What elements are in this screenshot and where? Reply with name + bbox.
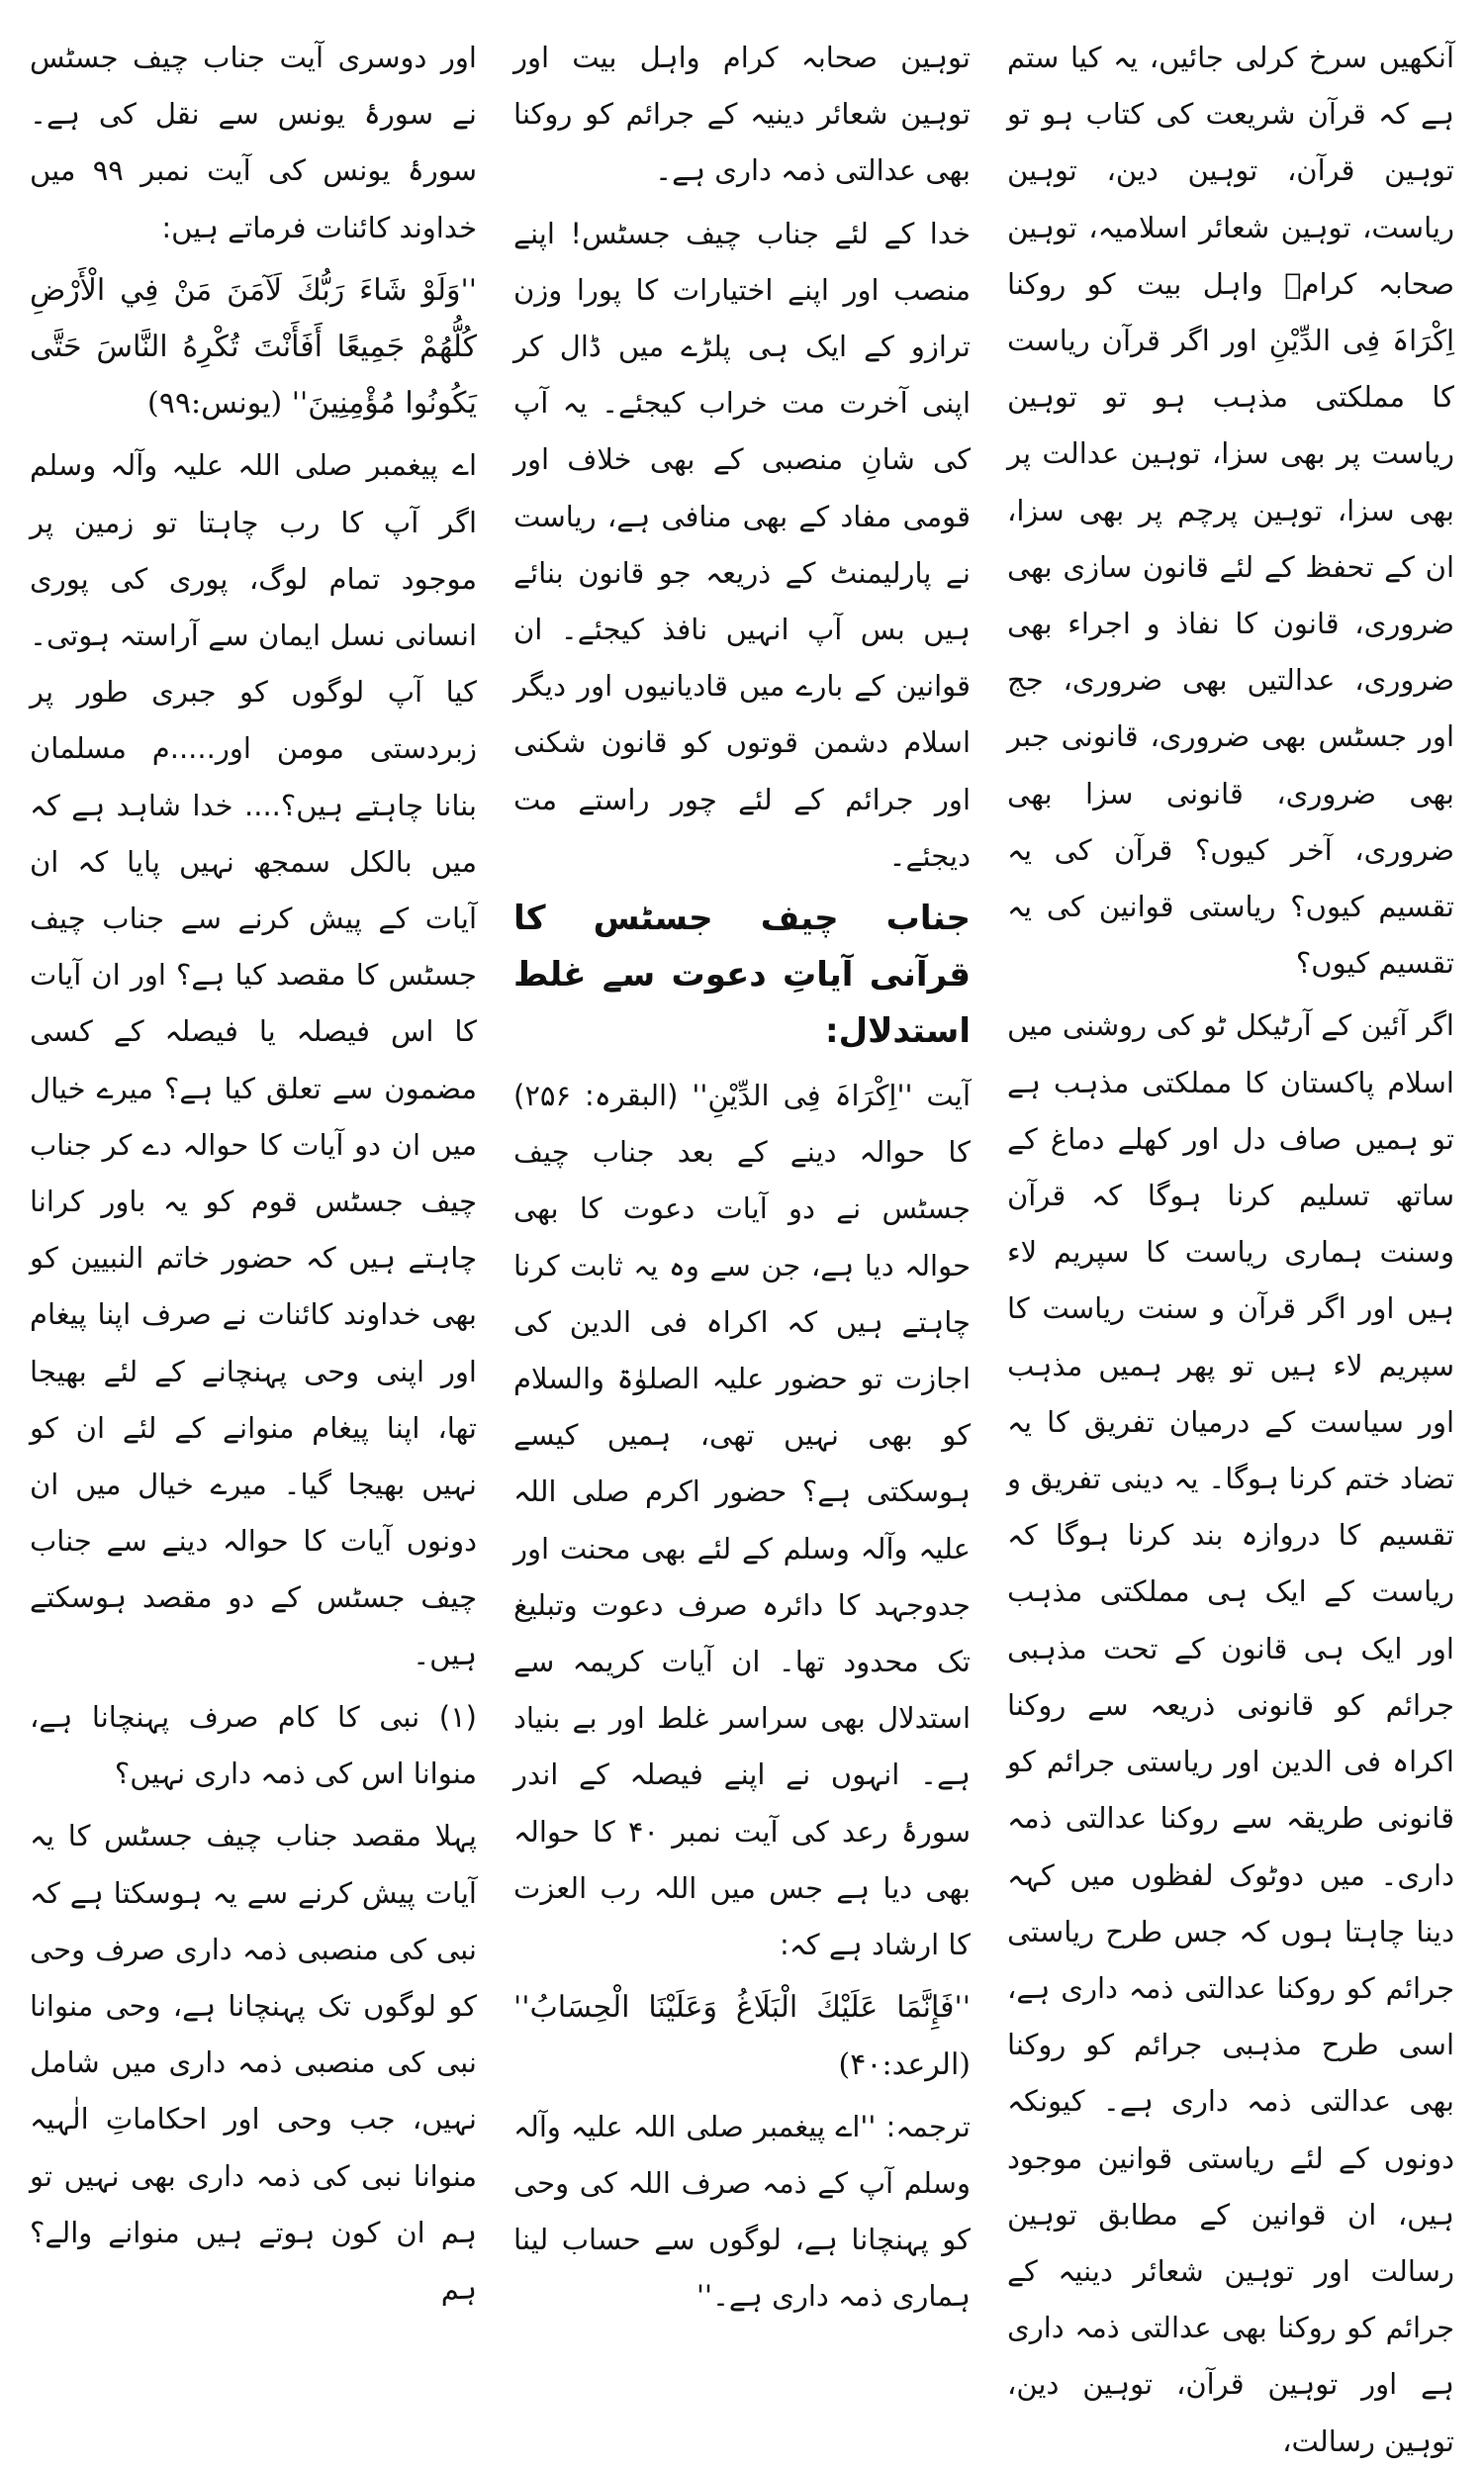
paragraph: خدا کے لئے جناب چیف جسٹس! اپنے منصب اور اپنے اختیارات کا پورا وزن ترازو کے ایک ہی پلڑے میں ڈال کر اپنی آخرت مت خراب کیجئے۔ یہ آپ کی شانِ منصبی کے بھی خلاف اور قومی مفاد کے بھی منافی ہے، ریاست نے پارلیمنٹ کے ذریعہ جو قانون بنائے ہیں بس آپ انہیں نافذ کیجئے۔ ان قوانین کے بارے میں قادیانیوں اور دیگر اسلام دشمن قوتوں کو قانون شکنی اور جرائم کے لئے چور راستے مت دیجئے۔ — [513, 216, 971, 873]
quran-verse: ''فَإِنَّمَا عَلَيْكَ الْبَلَاغُ وَعَلَيْنَا الْحِسَابُ'' (الرعد:۴۰) — [513, 1990, 971, 2082]
paragraph: اے پیغمبر صلی اللہ علیہ وآلہ وسلم اگر آپ کا رب چاہتا تو زمین پر موجود تمام لوگ، پوری کی پوری انسانی نسل ایمان سے آراستہ ہوتی۔ کیا آپ لوگوں کو جبری طور پر زبردستی مومن اور.....م مسلمان بنانا چاہتے ہیں؟.... خدا شاہد ہے کہ میں بالکل سمجھ نہیں پایا کہ ان آیات کے پیش کرنے سے جناب چیف جسٹس کا مقصد کیا ہے؟ اور ان آیات کا اس فیصلہ یا فیصلہ کے کسی مضمون سے تعلق کیا ہے؟ میرے خیال میں ان دو آیات کا حوالہ دے کر جناب چیف جسٹس قوم کو یہ باور کرانا چاہتے ہیں کہ حضور خاتم النبیین کو بھی خداوند کائنات نے صرف اپنا پیغام اور اپنی وحی پہنچانے کے لئے بھیجا تھا، اپنا پیغام منوانے کے لئے ان کو نہیں بھیجا گیا۔ میرے خیال میں ان دونوں آیات کا حوالہ دینے سے جناب چیف جسٹس کے دو مقصد ہوسکتے ہیں۔ — [30, 448, 477, 1671]
quran-verse: ''وَلَوْ شَاءَ رَبُّكَ لَآمَنَ مَنْ فِي الْأَرْضِ كُلُّهُمْ جَمِيعًا أَفَأَنْتَ تُكْرِهُ النَّاسَ حَتَّى يَكُونُوا مُؤْمِنِينَ'' (یونس:۹۹) — [30, 272, 477, 422]
paragraph: آنکھیں سرخ کرلی جائیں، یہ کیا ستم ہے کہ قرآن شریعت کی کتاب ہو تو توہین قرآن، توہین دین، توہین ریاست، توہین شعائر اسلامیہ، توہین صحابہ کرامؓ واہل بیت کو روکنا اِکْرَاہَ فِی الدِّیْنِ اور اگر قرآن ریاست کا مملکتی مذہب ہو تو توہین ریاست پر بھی سزا، توہین عدالت پر بھی سزا، توہین پرچم پر بھی سزا، ان کے تحفظ کے لئے قانون سازی بھی ضروری، قانون کا نفاذ و اجراء بھی ضروری، عدالتیں بھی ضروری، جج اور جسٹس بھی ضروری، قانونی جبر بھی ضروری، قانونی سزا بھی ضروری، آخر کیوں؟ قرآن کی یہ تقسیم کیوں؟ ریاستی قوانین کی یہ تقسیم کیوں؟ — [1007, 41, 1454, 981]
paragraph: ترجمہ: ''اے پیغمبر صلی اللہ علیہ وآلہ وسلم آپ کے ذمہ صرف اللہ کی وحی کو پہنچانا ہے، لوگوں سے حساب لینا ہماری ذمہ داری ہے۔'' — [513, 2109, 971, 2314]
paragraph: آیت ''اِکْرَاہَ فِی الدِّیْنِ'' (البقرہ: ۲۵۶) کا حوالہ دینے کے بعد جناب چیف جسٹس نے دو آیات دعوت کا بھی حوالہ دیا ہے، جن سے وہ یہ ثابت کرنا چاہتے ہیں کہ اکراہ فی الدین کی اجازت تو حضور علیہ الصلوٰۃ والسلام کو بھی نہیں تھی، ہمیں کیسے ہوسکتی ہے؟ حضور اکرم صلی اللہ علیہ وآلہ وسلم کے لئے بھی محنت اور جدوجہد کا دائرہ صرف دعوت وتبلیغ تک محدود تھا۔ ان آیات کریمہ سے استدلال بھی سراسر غلط اور بے بنیاد ہے۔ انہوں نے اپنے فیصلہ کے اندر سورۂ رعد کی آیت نمبر ۴۰ کا حوالہ بھی دیا ہے جس میں اللہ رب العزت کا ارشاد ہے کہ: — [513, 1079, 971, 1962]
column-left — [30, 30, 487, 2306]
section-heading: جناب چیف جسٹس کا قرآنی آیاتِ دعوت سے غلط استدلال: — [513, 899, 971, 1052]
column-right — [997, 30, 1454, 2458]
column-middle — [513, 30, 971, 2314]
paragraph: اور دوسری آیت جناب چیف جسٹس نے سورۂ یونس سے نقل کی ہے۔ سورۂ یونس کی آیت نمبر ۹۹ میں خداوند کائنات فرماتے ہیں: — [30, 41, 477, 244]
paragraph: توہین صحابہ کرام واہل بیت اور توہین شعائر دینیہ کے جرائم کو روکنا بھی عدالتی ذمہ داری ہے۔ — [513, 41, 971, 188]
paragraph: اگر آئین کے آرٹیکل ٹو کی روشنی میں اسلام پاکستان کا مملکتی مذہب ہے تو ہمیں صاف دل اور کھلے دماغ کے ساتھ تسلیم کرنا ہوگا کہ قرآن وسنت ہماری ریاست کا سپریم لاء ہیں اور اگر قرآن و سنت ریاست کا سپریم لاء ہیں تو پھر ہمیں مذہب اور سیاست کے درمیان تفریق کا یہ تضاد ختم کرنا ہوگا۔ یہ دینی تفریق و تقسیم کا دروازہ بند کرنا ہوگا کہ ریاست کے ایک ہی مملکتی مذہب اور ایک ہی قانون کے تحت مذہبی جرائم کو قانونی ذریعہ سے روکنا اکراہ فی الدین اور ریاستی جرائم کو قانونی طریقہ سے روکنا عدالتی ذمہ داری۔ میں دوٹوک لفظوں میں کہہ دینا چاہتا ہوں کہ جس طرح ریاستی جرائم کو روکنا عدالتی ذمہ داری ہے، اسی طرح مذہبی جرائم کو روکنا بھی عدالتی ذمہ داری ہے۔ کیونکہ دونوں کے لئے ریاستی قوانین موجود ہیں، ان قوانین کے مطابق توہین رسالت اور توہین شعائر دینیہ کے جرائم کو روکنا بھی عدالتی ذمہ داری ہے اور توہین قرآن، توہین دین، توہین رسالت، — [1007, 1008, 1454, 2458]
paragraph: پہلا مقصد جناب چیف جسٹس کا یہ آیات پیش کرنے سے یہ ہوسکتا ہے کہ نبی کی منصبی ذمہ داری صرف وحی کو لوگوں تک پہنچانا ہے، وحی منوانا نبی کی منصبی ذمہ داری میں شامل نہیں، جب وحی اور احکاماتِ الٰہیہ منوانا نبی کی ذمہ داری بھی نہیں تو ہم ان کون ہوتے ہیں منوانے والے؟ ہم — [30, 1819, 477, 2306]
paragraph: (۱) نبی کا کام صرف پہنچانا ہے، منوانا اس کی ذمہ داری نہیں؟ — [30, 1699, 477, 1791]
